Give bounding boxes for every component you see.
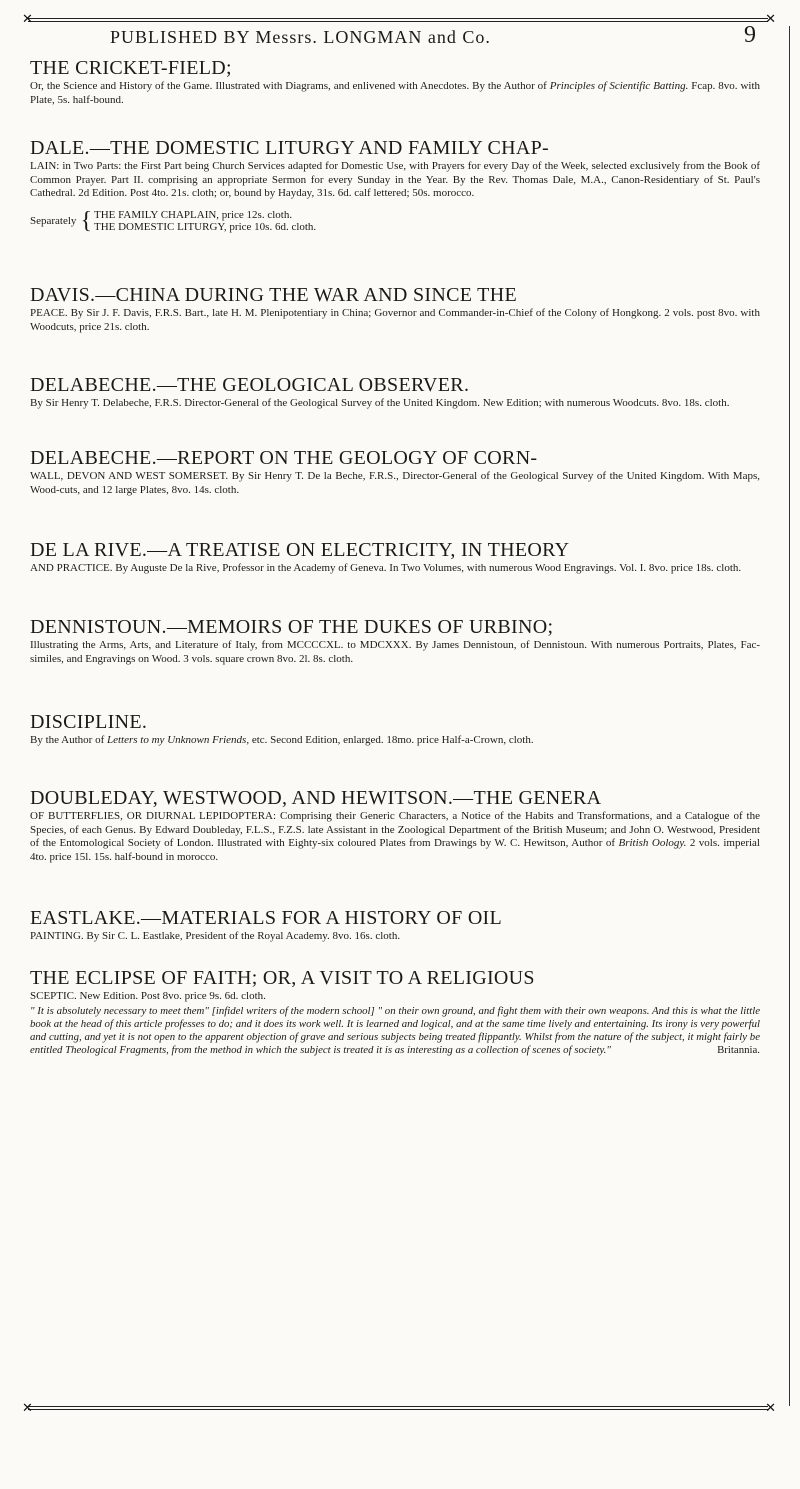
- review-quote-source: Britannia.: [717, 1044, 760, 1057]
- entry-body-italic: Principles of Scientific Batting.: [549, 80, 689, 92]
- running-head-prefix: PUBLISHED BY: [110, 27, 256, 47]
- catalogue-entry: [30, 448, 760, 497]
- entry-body-text: OF BUTTERFLIES, OR DIURNAL LEPIDOPTERA: Comprising their Generic Characters, a Notice of the Habits and Transformations, and a Catalogue of the Species, of each Genus. By Edward Doubleday, F.L.S., F.Z.S. late Assistant in the Zoological Department of the British Museum; and John O. Westwood, President of the Entomological Society of London. Illustrated with Eighty-six coloured Plates from Drawings by W. C. Hewitson, Author of: [30, 810, 760, 850]
- entry-body: Illustrating the Arms, Arts, and Literature of Italy, from MCCCCXL. to MDCXXX. By James Dennistoun, of Dennistoun. With numerous Portraits, Plates, Fac-similes, and Engravings on Wood. 3 vols. square crown 8vo. 2l. 8s. cloth.: [30, 639, 760, 665]
- entry-body: WALL, DEVON AND WEST SOMERSET. By Sir Henry T. De la Beche, F.R.S., Director-General of the Geological Survey of the United Kingdom. With Maps, Wood-cuts, and 12 large Plates, 8vo. 14s. cloth.: [30, 470, 760, 496]
- corner-mark-top-right: ✕: [765, 11, 776, 26]
- page-number: 9: [744, 22, 756, 48]
- top-rule-double: [28, 21, 768, 22]
- bottom-rule: [28, 1406, 768, 1407]
- entry-body: SCEPTIC. New Edition. Post 8vo. price 9s. 6d. cloth.: [30, 990, 266, 1002]
- entry-title: DISCIPLINE.: [30, 711, 148, 733]
- entry-body: PEACE. By Sir J. F. Davis, F.R.S. Bart., late H. M. Plenipotentiary in China; Governor and Commander-in-Chief of the Colony of Hongkong. 2 vols. post 8vo. with Woodcuts, price 21s. cloth.: [30, 307, 760, 333]
- entry-title: DAVIS.—CHINA DURING THE WAR AND SINCE THE: [30, 284, 517, 306]
- catalogue-entry: [30, 908, 760, 944]
- entry-title: DE LA RIVE.—A TREATISE ON ELECTRICITY, IN THEORY: [30, 539, 570, 561]
- corner-mark-bottom-right: ✕: [765, 1400, 776, 1415]
- catalogue-entry: [30, 285, 760, 334]
- entry-title: DALE.—THE DOMESTIC LITURGY AND FAMILY CHAP-: [30, 137, 550, 159]
- entry-title: EASTLAKE.—MATERIALS FOR A HISTORY OF OIL: [30, 907, 503, 929]
- catalogue-entry: [30, 617, 760, 666]
- entry-body: PAINTING. By Sir C. L. Eastlake, President of the Royal Academy. 8vo. 16s. cloth.: [30, 930, 401, 942]
- corner-mark-top-left: ✕: [22, 11, 33, 26]
- entry-title: DELABECHE.—THE GEOLOGICAL OBSERVER.: [30, 374, 470, 396]
- running-head: [110, 27, 491, 48]
- review-quote: [30, 1005, 760, 1058]
- entry-title: THE ECLIPSE OF FAITH; OR, A VISIT TO A RELIGIOUS: [30, 967, 535, 989]
- entry-body-end: 2 vols. imperial 4to. price 15l. 15s. half-bound in morocco.: [30, 837, 760, 863]
- catalogue-entry: [30, 375, 760, 411]
- review-quote-text: " It is absolutely necessary to meet them" [infidel writers of the modern school] " on their own ground, and fight them with their own weapons. And this is what the little book at the head of this article professes to do; and it does its work well. It is learned and logical, and at the same time lively and entertaining. Its irony is very powerful and cutting, and yet it is not open to the apparent objection of grave and serious subjects being treated flippantly. Whilst from the nature of the subject, it might fairly be entitled Theological Fragments, from the method in which the subject is treated it is as interesting as a collection of scenes of society.": [30, 1004, 760, 1057]
- separately-item: THE DOMESTIC LITURGY, price 10s. 6d. cloth.: [93, 220, 317, 233]
- entry-title: DELABECHE.—REPORT ON THE GEOLOGY OF CORN-: [30, 447, 538, 469]
- running-head-publisher: Messrs. LONGMAN and Co.: [255, 27, 491, 47]
- separately-label: Separately: [30, 214, 77, 227]
- entry-body: [30, 80, 760, 107]
- catalogue-entry: [30, 540, 760, 576]
- entry-body: [30, 810, 760, 864]
- catalogue-entry: [30, 788, 760, 864]
- catalogue-entry: [30, 712, 760, 748]
- entry-body-italic: British Oology.: [618, 837, 687, 850]
- entry-body: LAIN: in Two Parts: the First Part being Church Services adapted for Domestic Use, with Prayers for every Day of the Week, selected exclusively from the Book of Common Prayer. Part II. comprising an appropriate Sermon for every Sunday in the Year. By the Rev. Thomas Dale, M.A., Canon-Residentiary of St. Paul's Cathedral. 2d Edition. Post 4to. 21s. cloth; or, bound by Hayday, 31s. 6d. calf lettered; 50s. morocco.: [30, 160, 760, 200]
- entry-title: DENNISTOUN.—MEMOIRS OF THE DUKES OF URBINO;: [30, 616, 554, 638]
- brace-icon: {: [80, 207, 92, 234]
- catalogue-entry: [30, 968, 760, 1057]
- separately-item: THE FAMILY CHAPLAIN, price 12s. cloth.: [93, 208, 293, 221]
- entry-body-text: By the Author of: [30, 734, 105, 746]
- entry-body-text: Or, the Science and History of the Game. Illustrated with Diagrams, and enlivened with Anecdotes. By the Author of: [30, 80, 547, 92]
- entry-title: THE CRICKET-FIELD;: [30, 57, 232, 79]
- right-border-line: [789, 26, 790, 1406]
- top-rule: [28, 18, 768, 19]
- entry-body: [30, 734, 760, 748]
- separately-block: [30, 209, 760, 233]
- bottom-rule-double: [28, 1409, 768, 1410]
- entry-title: DOUBLEDAY, WESTWOOD, AND HEWITSON.—THE GENERA: [30, 787, 602, 809]
- catalogue-entry: [30, 58, 760, 107]
- corner-mark-bottom-left: ✕: [22, 1400, 33, 1415]
- entry-body-italic: Letters to my Unknown Friends,: [107, 734, 250, 746]
- entry-body-end: Fcap. 8vo. with Plate, 5s. half-bound.: [30, 80, 761, 106]
- entry-body: AND PRACTICE. By Auguste De la Rive, Professor in the Academy of Geneva. In Two Volumes, with numerous Wood Engravings. Vol. I. 8vo. price 18s. cloth.: [30, 562, 742, 574]
- entry-body: By Sir Henry T. Delabeche, F.R.S. Director-General of the Geological Survey of the United Kingdom. New Edition; with numerous Woodcuts. 8vo. 18s. cloth.: [30, 397, 730, 409]
- entry-body-end: etc. Second Edition, enlarged. 18mo. price Half-a-Crown, cloth.: [251, 734, 534, 746]
- catalogue-entry: [30, 138, 760, 233]
